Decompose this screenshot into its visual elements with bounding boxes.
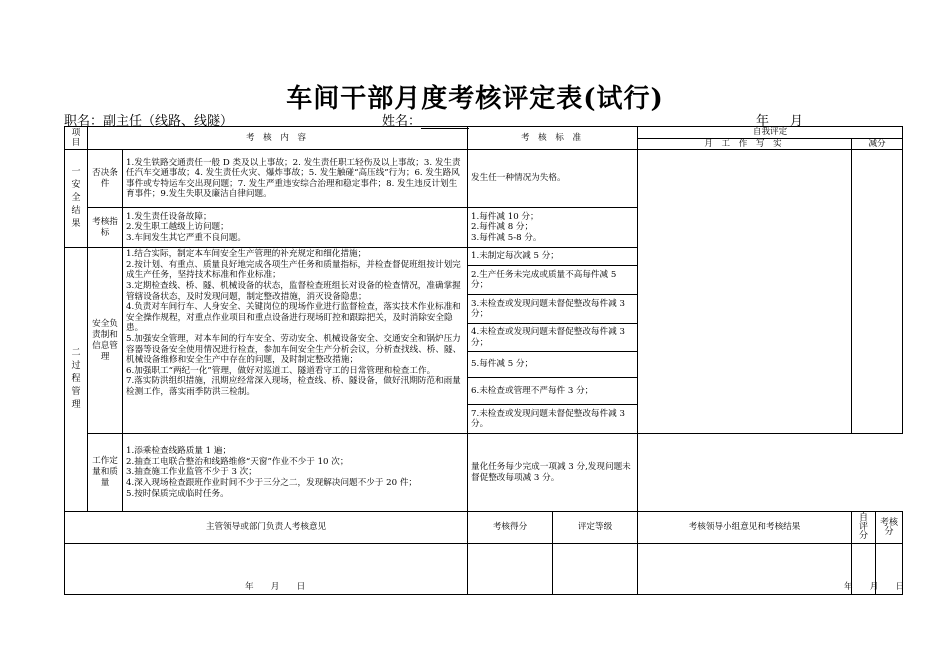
safety-standard-4: 4.未检查或发现问题未督促整改每件减 3 分； xyxy=(468,324,638,352)
safety-mgmt-label: 安全负责制和信息管理 xyxy=(88,248,123,434)
grade-cell[interactable] xyxy=(552,544,637,594)
work-quality-content: 1.添乘检查线路质量 1 遍； 2.抽查工电联合整治和线路维修“天窗”作业不少于 10 次； 3.抽查施工作业监管不少于 3 次； 4.深入现场检查跟班作业时间不少于三分之二，发现解决问题不少于 20 件； 5.按时保质完成临时任务。 xyxy=(123,434,468,512)
work-quality-label: 工作定量和质量 xyxy=(88,434,123,512)
safety-mgmt-content: 1.结合实际，制定本车间安全生产管理的补充规定和细化措施； 2.按计划、有重点、质量良好地完成各项生产任务和质量指标，并检查督促班组按计划完成生产任务，坚持技术标准和作业标准； 3.定期检查线、桥、隧、机械设备的状态，监督检查班组长对设备的检查情况，准确掌握管辖设备状态，及时发现问题，制定整改措施，消灭设备隐患； 4.负责对车间行车、人身安全、关键岗位的现场作业进行监督检查，落实技术作业标准和安全操作规程，对重点作业项目和重点设备进行现场盯控和跟踪把关，及时消除安全隐患。 5.加强安全管理，对本车间的行车安全、劳动安全、机械设备安全、交通安全和锅炉压力容器等设备安全使用情况进行检查，参加车间安全生产分析会议，分析查找线、桥、隧、机械设备维修和安全生产中存在的问题，及时制定整改措施； 6.加强职工“两纪一化”管理，做好对巡道工、隧道看守工的日常管理和检查工作。 7.落实防洪组织措施，汛期应经常深入现场，检查线、桥、隧设备，做好汛期防范和雨量检测工作，落实雨季防洪三检制。 xyxy=(123,248,468,434)
index-standard: 1.每件减 10 分； 2.每件减 8 分； 3.每件减 5-8 分。 xyxy=(468,208,638,248)
header-standard: 考 核 标 准 xyxy=(468,127,638,150)
score-header: 考核得分 xyxy=(492,522,528,533)
header-content: 考 核 内 容 xyxy=(88,127,468,150)
eval-score-header: 考核分 xyxy=(876,512,903,544)
leader-opinion-cell[interactable] xyxy=(65,544,468,595)
group-opinion-header: 考核领导小组意见和考核结果 xyxy=(638,512,852,544)
veto-label: 否决条件 xyxy=(88,150,123,208)
safety-standard-3: 3.未检查或发现问题未督促整改每件减 3 分； xyxy=(468,295,638,324)
safety-standard-5: 5.每件减 5 分； xyxy=(468,352,638,378)
header-self-eval: 自我评定 xyxy=(638,127,903,139)
name-label: 姓名： xyxy=(382,114,422,129)
index-content: 1.发生责任设备故障； 2.发生职工越级上访问题； 3.车间发生其它严重不良问题。 xyxy=(123,208,468,248)
self-score-header: 自评分 xyxy=(852,512,876,544)
deduct-cell[interactable] xyxy=(852,150,903,434)
leader-opinion-header: 主管领导或部门负责人考核意见 xyxy=(65,512,468,544)
safety-standard-2: 2.生产任务未完成或质量不高每件减 5 分； xyxy=(468,266,638,295)
header-monthly-work: 月 工 作 写 实 xyxy=(638,138,852,150)
year-label: 年 xyxy=(756,114,770,129)
score-grade-header xyxy=(468,512,638,544)
score-cell[interactable] xyxy=(468,544,552,594)
group-opinion-cell[interactable] xyxy=(638,544,905,595)
work-quality-standard: 量化任务每少完成一项减 3 分,发现问题未督促整改每项减 3 分。 xyxy=(468,434,638,512)
section-process-label: 二过程管理 xyxy=(65,248,88,512)
header-deduct: 减分 xyxy=(852,138,903,150)
veto-content: 1.发生铁路交通责任一般 D 类及以上事故；2. 发生责任职工轻伤及以上事故；3. 发生责任汽车交通事故；4. 发生责任火灾、爆炸事故；5. 发生触碰“高压线”行为；6. 发生路风事件或专特运车交出现问题；7. 发生严重违安综合治理和稳定事件；8. 发生违反计划生育事件；9.发生失职及廉洁自律问题。 xyxy=(123,150,468,208)
safety-standard-1: 1.未制定每次减 5 分； xyxy=(468,248,638,266)
monthly-work-cell[interactable] xyxy=(638,150,852,434)
safety-standard-6: 6.未检查或管理不严每件 3 分； xyxy=(468,378,638,405)
grade-header: 评定等级 xyxy=(552,512,637,543)
section-safety-result-label: 一安全结果 xyxy=(65,150,88,248)
header-item: 项 目 xyxy=(65,127,88,150)
position-label: 职名： xyxy=(64,114,104,129)
position-value: 副主任（线路、线隧） xyxy=(103,114,234,129)
leader-date: 年 月 日 xyxy=(245,581,306,592)
assessment-table xyxy=(64,126,903,595)
veto-standard: 发生任一种情况为失格。 xyxy=(468,150,638,208)
score-grade-cell[interactable] xyxy=(468,544,638,595)
index-label: 考核指标 xyxy=(88,208,123,248)
group-date: 年 月 日 xyxy=(844,581,905,592)
page-title: 车间干部月度考核评定表(试行) xyxy=(286,84,664,114)
safety-standard-7: 7.未检查或发现问题未督促整改每件减 3 分。 xyxy=(468,405,638,434)
month-label: 月 xyxy=(790,114,804,129)
